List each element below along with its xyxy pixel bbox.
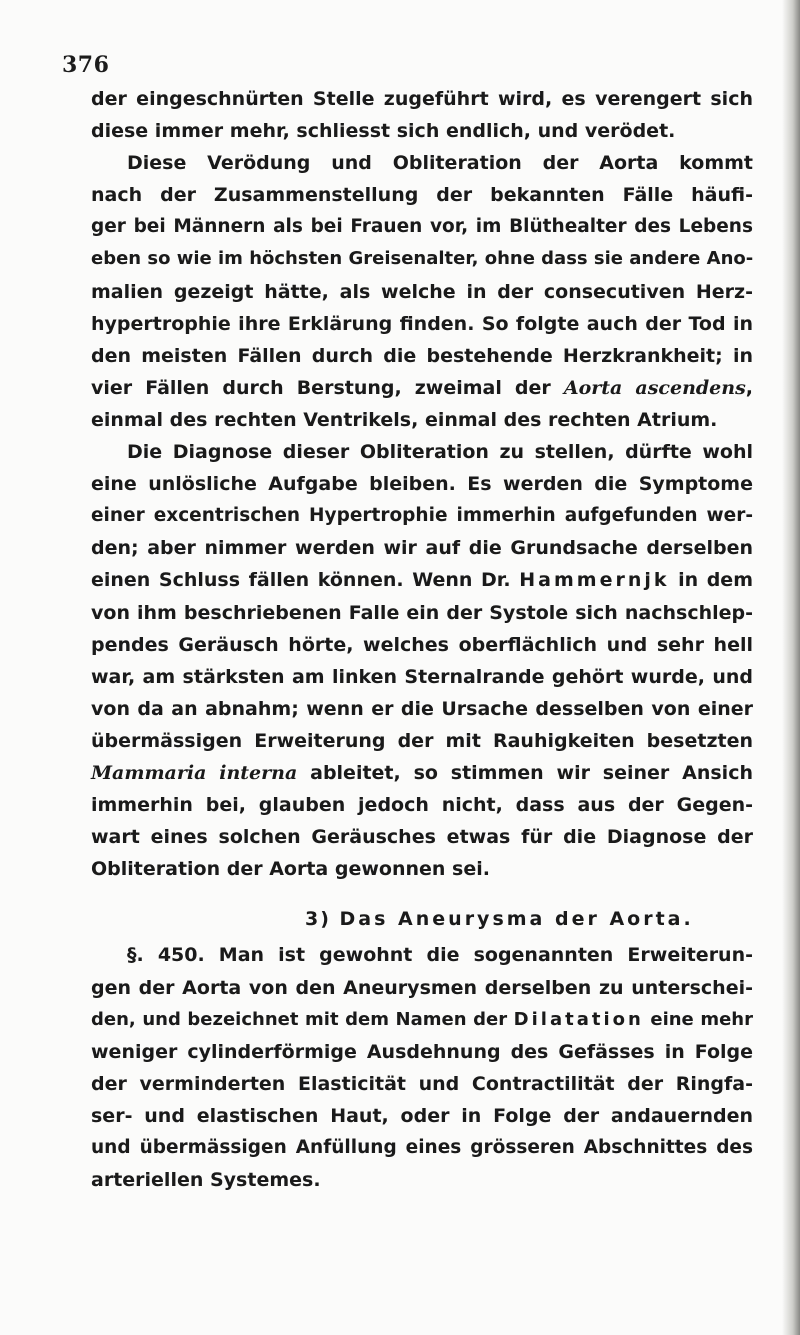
text-run: nach der Zusammenstellung der bekannten Fälle häufi- [91, 184, 753, 207]
text-run: wart eines solchen Geräusches etwas für die Diagnose der [91, 826, 753, 849]
text-run: Die Diagnose dieser Obliteration zu stellen, dürfte wohl [127, 441, 753, 464]
text-run: einer excentrischen Hypertrophie immerhin aufgefunden wer- [91, 505, 753, 527]
text-line [91, 115, 753, 147]
text-line [91, 564, 753, 596]
text-run: 3) [305, 908, 340, 931]
text-line [91, 404, 753, 436]
text-line [91, 757, 753, 789]
section-heading [91, 903, 753, 935]
text-line [91, 597, 753, 629]
text-run: den, und bezeichnet mit dem Namen der [91, 1008, 514, 1030]
text-line [91, 629, 753, 661]
text-run: ser- und elastischen Haut, oder in Folge der andauernden [91, 1104, 753, 1127]
text-run: in dem [669, 569, 753, 592]
text-run: ableitet, so stimmen wir seiner Ansich [297, 761, 753, 784]
text-line [91, 243, 753, 275]
text-run: weniger cylinderförmige Ausdehnung des Gefässes in Folge [91, 1040, 753, 1063]
text-line [91, 276, 753, 308]
text-line [91, 83, 753, 115]
text-run: den meisten Fällen durch die bestehende Herzkrankheit; in [91, 344, 753, 367]
text-run: immerhin bei, glauben jedoch nicht, dass aus der Gegen- [91, 794, 753, 817]
page-edge-shadow [782, 0, 800, 1335]
text-line [91, 1068, 753, 1100]
page-number: 376 [62, 52, 110, 78]
text-line [91, 789, 753, 821]
text-line [91, 1164, 753, 1196]
text-run: gen der Aorta von den Aneurysmen derselben zu unterschei- [91, 976, 753, 999]
text-run: ger bei Männern als bei Frauen vor, im Blüthealter des Lebens [91, 216, 753, 238]
text-run: einen Schluss fällen können. Wenn Dr. [91, 569, 520, 592]
text-run: diese immer mehr, schliesst sich endlich, und verödet. [91, 120, 676, 143]
text-line [91, 939, 753, 971]
text-run: übermässigen Erweiterung der mit Rauhigkeiten besetzten [91, 729, 753, 752]
body-text [91, 83, 753, 1196]
text-run: von ihm beschriebenen Falle ein der Systole sich nachschlep- [91, 601, 753, 624]
text-line [91, 308, 753, 340]
text-run: pendes Geräusch hörte, welches oberflächlich und sehr hell [91, 633, 753, 656]
text-run: eben so wie im höchsten Greisenalter, ohne dass sie andere Ano- [91, 248, 754, 270]
spaced-term: Das Aneurysma der Aorta. [339, 908, 694, 931]
text-line [91, 468, 753, 500]
text-line [91, 179, 753, 211]
text-run: eine mehr [643, 1008, 753, 1030]
text-line [91, 693, 753, 725]
text-line [91, 661, 753, 693]
text-line [91, 532, 753, 564]
spaced-term: Dilatation [513, 1008, 644, 1030]
text-line [91, 211, 753, 243]
text-run: arteriellen Systemes. [91, 1169, 321, 1192]
text-run: malien gezeigt hätte, als welche in der consecutiven Herz- [91, 280, 753, 303]
text-run: der verminderten Elasticität und Contractilität der Ringfa- [91, 1072, 753, 1095]
text-line [91, 500, 753, 532]
text-line [91, 1100, 753, 1132]
text-run: von da an abnahm; wenn er die Ursache desselben von einer [91, 697, 753, 720]
text-run: , [745, 376, 753, 399]
text-run: und übermässigen Anfüllung eines grösseren Abschnittes des [91, 1137, 753, 1158]
text-run: war, am stärksten am linken Sternalrande gehört wurde, und [91, 665, 753, 688]
text-line [91, 1132, 753, 1164]
text-line [91, 853, 753, 885]
spaced-term: Hammernjk [519, 569, 670, 592]
text-run: der eingeschnürten Stelle zugeführt wird, es verengert sich [91, 88, 753, 110]
italic-term: Mammaria interna [91, 761, 298, 784]
section-spacer [91, 885, 753, 903]
text-line [91, 972, 753, 1004]
text-run: §. 450. Man ist gewohnt die sogenannten Erweiterun- [127, 944, 753, 967]
text-line [91, 372, 753, 404]
italic-term: Aorta ascendens [563, 376, 746, 399]
text-run: Obliteration der Aorta gewonnen sei. [91, 858, 490, 881]
text-run: eine unlösliche Aufgabe bleiben. Es werden die Symptome [91, 473, 753, 496]
text-line [91, 340, 753, 372]
text-run: hypertrophie ihre Erklärung finden. So folgte auch der Tod in [91, 312, 753, 335]
text-line [91, 1004, 753, 1036]
text-run: Diese Verödung und Obliteration der Aorta kommt [127, 152, 753, 175]
text-run: vier Fällen durch Berstung, zweimal der [91, 376, 564, 399]
text-run: einmal des rechten Ventrikels, einmal des rechten Atrium. [91, 408, 718, 431]
text-line [91, 147, 753, 179]
text-line [91, 1036, 753, 1068]
text-line [91, 436, 753, 468]
text-line [91, 821, 753, 853]
text-run: den; aber nimmer werden wir auf die Grundsache derselben [91, 537, 753, 560]
text-line [91, 725, 753, 757]
